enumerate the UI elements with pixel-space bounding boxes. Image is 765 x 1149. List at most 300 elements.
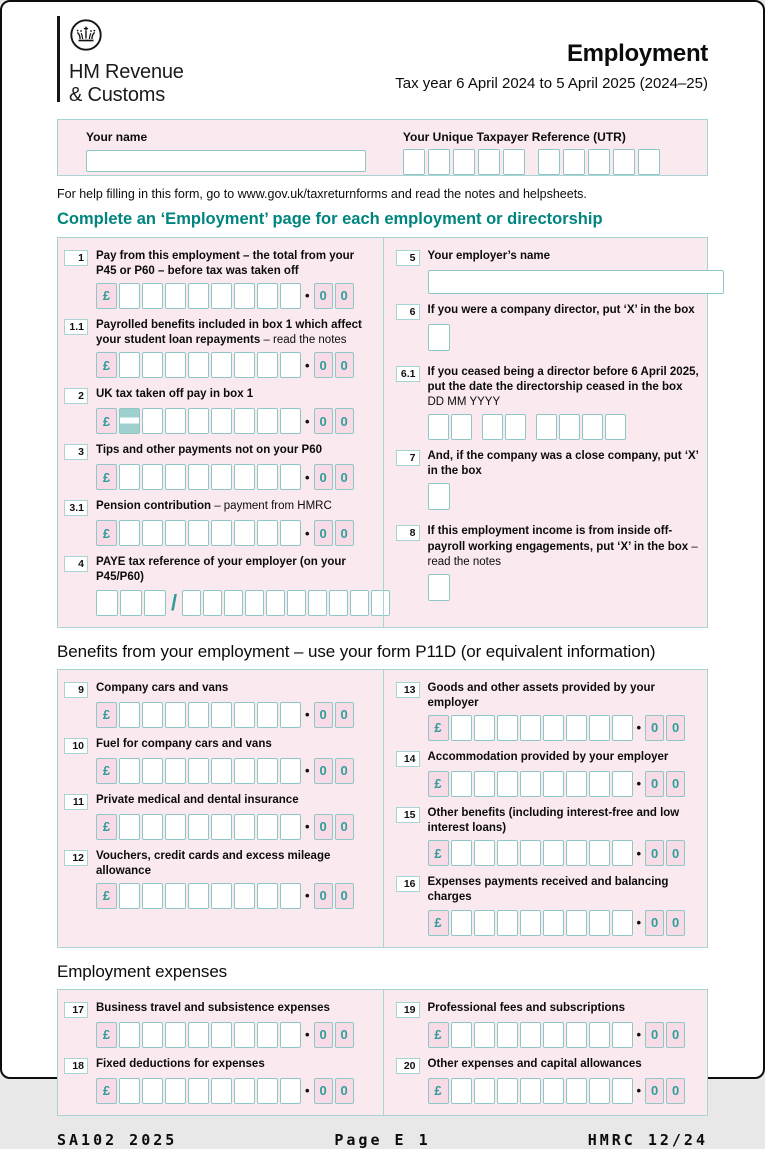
box-19-digit-cell[interactable] [589,1022,610,1048]
tax-year-subtitle: Tax year 6 April 2024 to 5 April 2025 (2024–25) [395,75,708,92]
box-1.1-digit-cell[interactable] [257,352,278,378]
box-1.1-digit-cell[interactable] [142,352,163,378]
box-18-number-badge: 18 [64,1058,88,1074]
box-13-digit-cell[interactable] [589,715,610,741]
box-14-digit-cell[interactable] [451,771,472,797]
pence-zero-cell: 0 [314,702,333,728]
box-13-digit-cell[interactable] [543,715,564,741]
utr-digit-cell[interactable] [613,149,635,175]
box-13-currency-input [428,715,700,741]
utr-digit-cell[interactable] [538,149,560,175]
box-4-reference-cell[interactable] [350,590,369,616]
box-19-digit-cell[interactable] [497,1022,518,1048]
box-10-digit-cell[interactable] [234,758,255,784]
box-12-digit-cell[interactable] [257,883,278,909]
pence-zero-cell: 0 [335,702,354,728]
box-17-digit-cell[interactable] [257,1022,278,1048]
box-13-label: Goods and other assets provided by your employer [427,681,655,709]
box-14-field [396,750,700,797]
box-19-digit-cell[interactable] [474,1022,495,1048]
box-4-reference-cell[interactable] [266,590,285,616]
box-3.1-label: Pension contribution – payment from HMRC [96,500,332,513]
box-10-currency-input [96,758,375,784]
box-20-digit-cell[interactable] [451,1078,472,1104]
box-19-digit-cell[interactable] [612,1022,633,1048]
box-20-label: Other expenses and capital allowances [427,1057,642,1070]
box-13-digit-cell[interactable] [612,715,633,741]
box-17-digit-cell[interactable] [280,1022,301,1048]
box-3-digit-cell[interactable] [142,464,163,490]
box-11-number-badge: 11 [64,794,88,810]
box-3.1-digit-cell[interactable] [234,520,255,546]
box-1.1-digit-cell[interactable] [211,352,232,378]
pence-zero-cell: 0 [335,352,354,378]
box-15-label: Other benefits (including interest-free and low interest loans) [427,806,680,835]
box-18-digit-cell[interactable] [211,1078,232,1104]
box-20-digit-cell[interactable] [474,1078,495,1104]
decimal-point: • [636,776,642,792]
box-16-digit-cell[interactable] [589,910,610,936]
box-18-digit-cell[interactable] [234,1078,255,1104]
box-3-digit-cell[interactable] [234,464,255,490]
box-1.1-digit-cell[interactable] [165,352,186,378]
box-1.1-number-badge: 1.1 [64,319,88,335]
box-10-number-badge: 10 [64,738,88,754]
pound-symbol-cell: £ [96,814,117,840]
box-11-digit-cell[interactable] [165,814,186,840]
box-1-currency-input [96,283,375,309]
utr-digit-cell[interactable] [453,149,475,175]
box-9-digit-cell[interactable] [280,702,301,728]
box-12-digit-cell[interactable] [142,883,163,909]
box-11-digit-cell[interactable] [234,814,255,840]
pound-symbol-cell: £ [428,840,449,866]
box-4-reference-cell[interactable] [224,590,243,616]
box-1-digit-cell[interactable] [280,283,301,309]
box-19-field [396,1001,700,1048]
box-10-input-area [96,758,375,784]
box-15-digit-cell[interactable] [589,840,610,866]
box-18-digit-cell[interactable] [280,1078,301,1104]
box-6.1-month-cells [482,414,528,440]
box-17-digit-cell[interactable] [211,1022,232,1048]
form-id: SA102 2025 [57,1130,178,1149]
box-18-digit-cell[interactable] [257,1078,278,1104]
pence-zero-cell: 0 [314,520,333,546]
box-12-label: Vouchers, credit cards and excess mileage allowance [96,849,331,877]
pound-symbol-cell: £ [428,715,449,741]
box-10-field [64,737,375,784]
decimal-point: • [305,288,310,304]
box-17-digit-cell[interactable] [142,1022,163,1048]
box-13-digit-cell[interactable] [474,715,495,741]
pence-zero-cell: 0 [314,758,333,784]
section-heading-expenses: Employment expenses [57,961,228,981]
box-8-checkbox[interactable] [428,574,450,601]
pound-symbol-cell: £ [96,702,117,728]
page-title: Employment [566,40,708,67]
box-15-digit-cell[interactable] [566,840,587,866]
pence-zero-cell: 0 [314,1022,333,1048]
box-6.1-year-cell[interactable] [559,414,580,440]
box-7-label: And, if the company was a close company, put ‘X’ in the box [427,450,699,478]
section-panel-benefits [57,669,708,948]
box-20-digit-cell[interactable] [566,1078,587,1104]
box-20-digit-cell[interactable] [612,1078,633,1104]
decimal-point: • [305,763,310,779]
box-15-input-area [428,840,700,866]
box-1-label: Pay from this employment – the total from your P45 or P60 – before tax was taken off [96,249,355,277]
box-2-digit-cell[interactable] [257,408,278,434]
box-10-digit-cell[interactable] [188,758,209,784]
box-16-digit-cell[interactable] [612,910,633,936]
decimal-point: • [636,915,642,931]
box-2-digit-cell[interactable] [211,408,232,434]
box-11-digit-cell[interactable] [119,814,140,840]
pence-zero-cell: 0 [666,1078,685,1104]
box-6.1-date-input [428,414,700,440]
box-15-digit-cell[interactable] [497,840,518,866]
box-11-currency-input [96,814,375,840]
box-11-digit-cell[interactable] [280,814,301,840]
box-1-digit-cell[interactable] [119,283,140,309]
pound-symbol-cell: £ [96,464,117,490]
box-1-digit-cell[interactable] [211,283,232,309]
box-15-digit-cell[interactable] [520,840,541,866]
box-13-digit-cell[interactable] [566,715,587,741]
box-4-reference-cell[interactable] [287,590,306,616]
box-6-number-badge: 6 [396,304,420,320]
box-14-digit-cell[interactable] [566,771,587,797]
box-19-digit-cell[interactable] [451,1022,472,1048]
box-12-input-area [96,883,375,909]
box-6-checkbox[interactable] [428,324,450,351]
box-3.1-input-area [96,520,375,546]
box-20-digit-cell[interactable] [497,1078,518,1104]
utr-digit-cell[interactable] [478,149,500,175]
box-10-digit-cell[interactable] [165,758,186,784]
box-3.1-digit-cell[interactable] [142,520,163,546]
box-18-digit-cell[interactable] [119,1078,140,1104]
box-4-input-area [96,590,375,616]
box-5-input-area [428,270,700,294]
box-9-digit-cell[interactable] [119,702,140,728]
box-16-digit-cell[interactable] [520,910,541,936]
box-2-input-area [96,408,375,434]
box-16-head [396,875,700,905]
box-10-digit-cell[interactable] [280,758,301,784]
box-11-digit-cell[interactable] [142,814,163,840]
box-20-digit-cell[interactable] [589,1078,610,1104]
box-15-digit-cell[interactable] [451,840,472,866]
box-5-text-input[interactable] [428,270,724,294]
pence-zero-cell: 0 [335,408,354,434]
box-17-digit-cell[interactable] [165,1022,186,1048]
utr-label: Your Unique Taxpayer Reference (UTR) [402,129,626,144]
box-16-number-badge: 16 [396,876,420,892]
pence-zero-cell: 0 [335,1022,354,1048]
box-13-digit-cell[interactable] [520,715,541,741]
box-1.1-digit-cell[interactable] [280,352,301,378]
box-4-field [64,555,375,615]
box-18-digit-cell[interactable] [165,1078,186,1104]
box-11-digit-cell[interactable] [188,814,209,840]
box-9-digit-cell[interactable] [142,702,163,728]
decimal-point: • [305,1083,310,1099]
box-1.1-digit-cell[interactable] [188,352,209,378]
box-9-number-badge: 9 [64,682,88,698]
box-2-digit-cell[interactable] [165,408,186,434]
pence-zero-cell: 0 [314,352,333,378]
box-2-digit-cell[interactable] [142,408,163,434]
box-6.1-year-cell[interactable] [536,414,557,440]
pence-zero-cell: 0 [335,1078,354,1104]
utr-digit-cell[interactable] [403,149,425,175]
section-employment-details-column-2 [383,238,708,627]
box-15-digit-cell[interactable] [543,840,564,866]
box-3-head [64,443,375,460]
box-17-digit-cell[interactable] [119,1022,140,1048]
utr-digit-cell[interactable] [638,149,660,175]
org-name [69,61,184,107]
box-17-digit-cell[interactable] [234,1022,255,1048]
box-18-digit-cell[interactable] [188,1078,209,1104]
box-2-currency-input [96,408,375,434]
box-16-digit-cell[interactable] [566,910,587,936]
box-4-reference-cell[interactable] [329,590,348,616]
box-3-digit-cell[interactable] [280,464,301,490]
box-9-digit-cell[interactable] [234,702,255,728]
box-12-digit-cell[interactable] [280,883,301,909]
box-10-digit-cell[interactable] [142,758,163,784]
box-6.1-year-cells [536,414,628,440]
box-1-head [64,249,375,279]
utr-digit-cell[interactable] [503,149,525,175]
box-14-digit-cell[interactable] [474,771,495,797]
section-panel-employment-details [57,237,708,628]
pound-symbol-cell: £ [96,520,117,546]
box-19-head [396,1001,700,1018]
decimal-point: • [305,819,310,835]
box-9-digit-cell[interactable] [165,702,186,728]
box-12-currency-input [96,883,375,909]
form-header [57,16,708,107]
box-3-digit-cell[interactable] [211,464,232,490]
box-9-digit-cell[interactable] [257,702,278,728]
box-4-head [64,555,375,585]
box-13-digit-cell[interactable] [451,715,472,741]
decimal-point: • [636,720,642,736]
box-10-digit-cell[interactable] [119,758,140,784]
box-3.1-digit-cell[interactable] [165,520,186,546]
box-12-digit-cell[interactable] [188,883,209,909]
box-3.1-digit-cell[interactable] [257,520,278,546]
utr-digit-cell[interactable] [428,149,450,175]
box-20-digit-cell[interactable] [520,1078,541,1104]
box-3.1-number-badge: 3.1 [64,500,88,516]
section-benefits-column-1 [58,670,383,947]
box-3-label: Tips and other payments not on your P60 [96,444,322,457]
box-19-digit-cell[interactable] [520,1022,541,1048]
box-17-currency-input [96,1022,375,1048]
box-4-reference-cell[interactable] [203,590,222,616]
decimal-point: • [305,707,310,723]
box-2-digit-cell[interactable] [280,408,301,434]
box-13-digit-cell[interactable] [497,715,518,741]
box-2-label: UK tax taken off pay in box 1 [96,388,254,401]
box-4-reference-cell[interactable] [308,590,327,616]
box-17-input-area [96,1022,375,1048]
pence-zero-cell: 0 [666,1022,685,1048]
box-17-digit-cell[interactable] [188,1022,209,1048]
box-3-digit-cell[interactable] [188,464,209,490]
section-benefits-column-2 [383,670,708,947]
box-9-field [64,681,375,728]
box-1.1-digit-cell[interactable] [119,352,140,378]
pence-zero-cell: 0 [314,464,333,490]
box-16-digit-cell[interactable] [451,910,472,936]
box-14-digit-cell[interactable] [520,771,541,797]
box-8-head [396,524,700,570]
box-18-digit-cell[interactable] [142,1078,163,1104]
paye-separator-slash: / [171,589,178,615]
box-3-digit-cell[interactable] [165,464,186,490]
box-2-digit-cell[interactable] [188,408,209,434]
box-20-digit-cell[interactable] [543,1078,564,1104]
pound-symbol-cell: £ [428,910,449,936]
box-1.1-input-area [96,352,375,378]
box-18-currency-input [96,1078,375,1104]
box-16-digit-cell[interactable] [543,910,564,936]
box-16-field [396,875,700,935]
box-3.1-digit-cell[interactable] [188,520,209,546]
box-2-digit-cell-selected[interactable] [119,408,140,434]
box-7-head [396,449,700,479]
your-name-label: Your name [86,129,148,144]
your-name-input[interactable] [86,150,366,172]
box-8-input-area [428,574,700,606]
box-16-label: Expenses payments received and balancing charges [427,876,669,904]
page-number: Page E 1 [334,1130,431,1149]
box-4-label: PAYE tax reference of your employer (on your P45/P60) [96,556,346,584]
utr-digit-cell[interactable] [563,149,585,175]
box-19-digit-cell[interactable] [566,1022,587,1048]
pence-zero-cell: 0 [335,814,354,840]
box-3-field [64,443,375,490]
box-3-currency-input [96,464,375,490]
box-7-checkbox[interactable] [428,483,450,510]
box-6.1-label-note: DD MM YYYY [427,395,501,408]
box-14-digit-cell[interactable] [612,771,633,797]
box-3-digit-cell[interactable] [257,464,278,490]
box-4-reference-cell[interactable] [182,590,201,616]
box-12-digit-cell[interactable] [165,883,186,909]
box-4-reference-cell[interactable] [245,590,264,616]
pound-symbol-cell: £ [96,408,117,434]
issue-ref: HMRC 12/24 [587,1130,708,1149]
box-15-head [396,806,700,836]
box-16-digit-cell[interactable] [497,910,518,936]
box-11-digit-cell[interactable] [211,814,232,840]
box-3.1-digit-cell[interactable] [119,520,140,546]
box-19-digit-cell[interactable] [543,1022,564,1048]
box-2-number-badge: 2 [64,388,88,404]
main-heading: Complete an ‘Employment’ page for each employment or directorship [57,209,603,228]
decimal-point: • [636,1083,642,1099]
pence-zero-cell: 0 [645,910,664,936]
box-8-label: If this employment income is from inside off-payroll working engagements, put ‘X’ in the box – read the notes [427,525,698,568]
box-12-digit-cell[interactable] [234,883,255,909]
box-1-digit-cell[interactable] [234,283,255,309]
box-14-digit-cell[interactable] [589,771,610,797]
box-4-office-cell[interactable] [120,590,142,616]
box-15-digit-cell[interactable] [612,840,633,866]
help-text: For help filling in this form, go to www.gov.uk/taxreturnforms and read the notes and helpsheets. [57,186,587,201]
box-6.1-day-cells [428,414,474,440]
box-2-digit-cell[interactable] [234,408,255,434]
pence-zero-cell: 0 [314,883,333,909]
box-14-currency-input [428,771,700,797]
box-6.1-month-cell[interactable] [505,414,526,440]
box-11-label: Private medical and dental insurance [96,793,299,806]
box-1.1-digit-cell[interactable] [234,352,255,378]
box-14-digit-cell[interactable] [543,771,564,797]
box-6.1-year-cell[interactable] [582,414,603,440]
box-20-input-area [428,1078,700,1104]
utr-digit-cell[interactable] [588,149,610,175]
box-12-digit-cell[interactable] [119,883,140,909]
box-17-number-badge: 17 [64,1002,88,1018]
box-14-digit-cell[interactable] [497,771,518,797]
box-15-digit-cell[interactable] [474,840,495,866]
box-6.1-day-cell[interactable] [428,414,449,440]
box-14-input-area [428,771,700,797]
box-1-digit-cell[interactable] [188,283,209,309]
box-3-digit-cell[interactable] [119,464,140,490]
pound-symbol-cell: £ [96,1022,117,1048]
box-3.1-digit-cell[interactable] [211,520,232,546]
box-16-digit-cell[interactable] [474,910,495,936]
box-10-digit-cell[interactable] [257,758,278,784]
form-footer [2,1116,763,1149]
box-9-digit-cell[interactable] [188,702,209,728]
box-6.1-head [396,365,700,411]
section-employment-details-column-1 [58,238,383,627]
box-10-digit-cell[interactable] [211,758,232,784]
box-12-digit-cell[interactable] [211,883,232,909]
pence-zero-cell: 0 [335,883,354,909]
pence-zero-cell: 0 [645,840,664,866]
box-20-currency-input [428,1078,700,1104]
box-4-office-cell[interactable] [96,590,118,616]
box-2-field [64,387,375,434]
box-12-head [64,849,375,879]
box-7-number-badge: 7 [396,450,420,466]
org-name-line2: & Customs [69,83,166,106]
box-1-digit-cell[interactable] [165,283,186,309]
box-6.1-year-cell[interactable] [605,414,626,440]
box-3.1-digit-cell[interactable] [280,520,301,546]
box-6.1-month-cell[interactable] [482,414,503,440]
box-4-office-cell[interactable] [144,590,166,616]
pound-symbol-cell: £ [428,1022,449,1048]
box-1.1-currency-input [96,352,375,378]
box-1-digit-cell[interactable] [257,283,278,309]
box-1-digit-cell[interactable] [142,283,163,309]
box-9-digit-cell[interactable] [211,702,232,728]
box-11-digit-cell[interactable] [257,814,278,840]
box-6.1-day-cell[interactable] [451,414,472,440]
